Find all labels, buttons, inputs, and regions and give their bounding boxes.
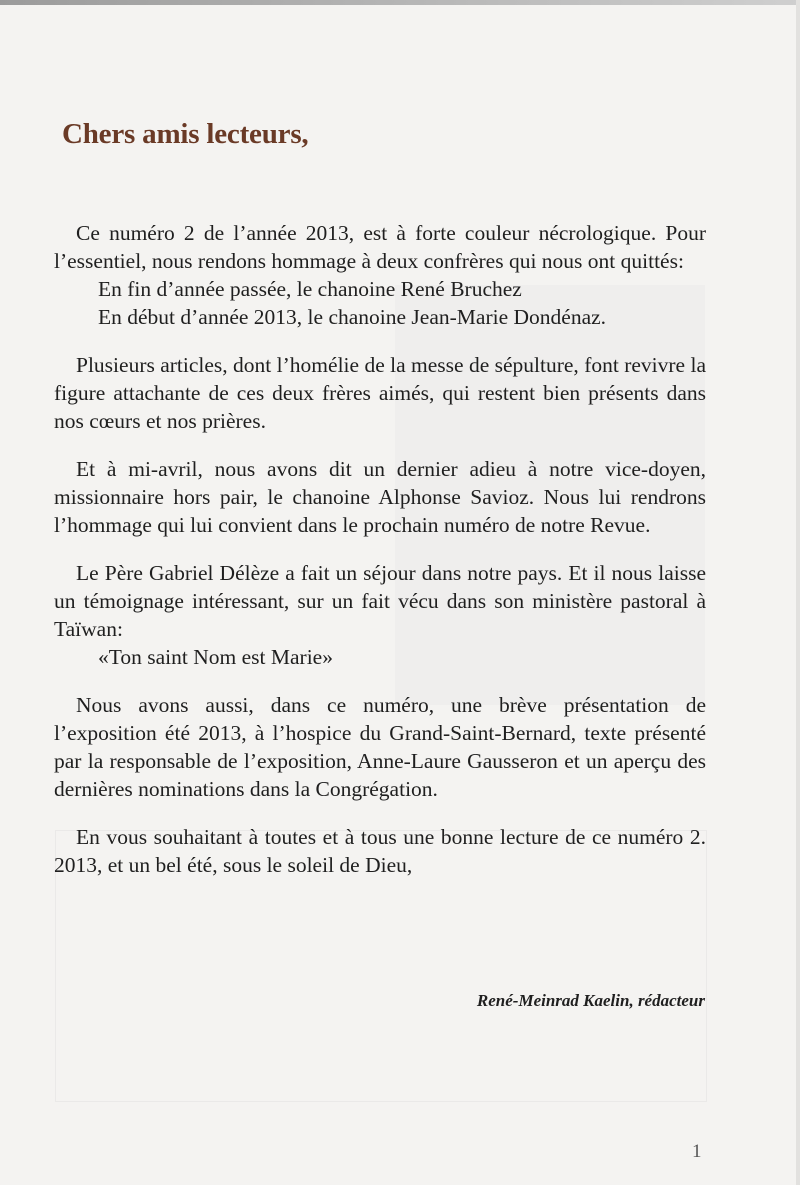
editor-signature: René-Meinrad Kaelin, rédacteur	[476, 991, 705, 1010]
paragraph-april: Et à mi-avril, nous avons dit un dernier adieu à notre vice-doyen, missionnaire hors pair, le chanoine Alphonse Savioz. Nous lui rendrons l’hommage qui lui convient dans le prochain numéro de notre Revue.	[54, 457, 706, 537]
page-number: 1	[692, 1141, 702, 1162]
paragraph-gabriel: Le Père Gabriel Délèze a fait un séjour dans notre pays. Et il nous laisse un témoignage intéressant, sur un fait vécu dans son ministère pastoral à Taïwan:	[54, 561, 706, 641]
greeting-heading: Chers amis lecteurs,	[62, 118, 309, 150]
page-right-edge	[796, 0, 800, 1185]
quote-title: «Ton saint Nom est Marie»	[98, 645, 333, 669]
paragraph-exposition: Nous avons aussi, dans ce numéro, une brève présentation de l’exposition été 2013, à l’hospice du Grand-Saint-Bernard, texte présenté par la responsable de l’exposition, Anne-Laure Gausseron et un aperçu des dernières nominations dans la Congrégation.	[54, 693, 706, 801]
paragraph-closing: En vous souhaitant à toutes et à tous une bonne lecture de ce numéro 2. 2013, et un bel été, sous le soleil de Dieu,	[54, 825, 706, 877]
paragraph-line-dondenaz: En début d’année 2013, le chanoine Jean-Marie Dondénaz.	[98, 305, 607, 329]
paragraph-line-bruchez: En fin d’année passée, le chanoine René Bruchez	[98, 277, 522, 301]
page-top-edge	[0, 0, 800, 5]
paragraph-articles: Plusieurs articles, dont l’homélie de la messe de sépulture, font revivre la figure attachante de ces deux frères aimés, qui restent bien présents dans nos cœurs et nos prières.	[54, 353, 706, 433]
paragraph-intro: Ce numéro 2 de l’année 2013, est à forte couleur nécrologique. Pour l’essentiel, nous rendons hommage à deux confrères qui nous ont quittés:	[54, 221, 706, 273]
editorial-body	[54, 219, 706, 879]
